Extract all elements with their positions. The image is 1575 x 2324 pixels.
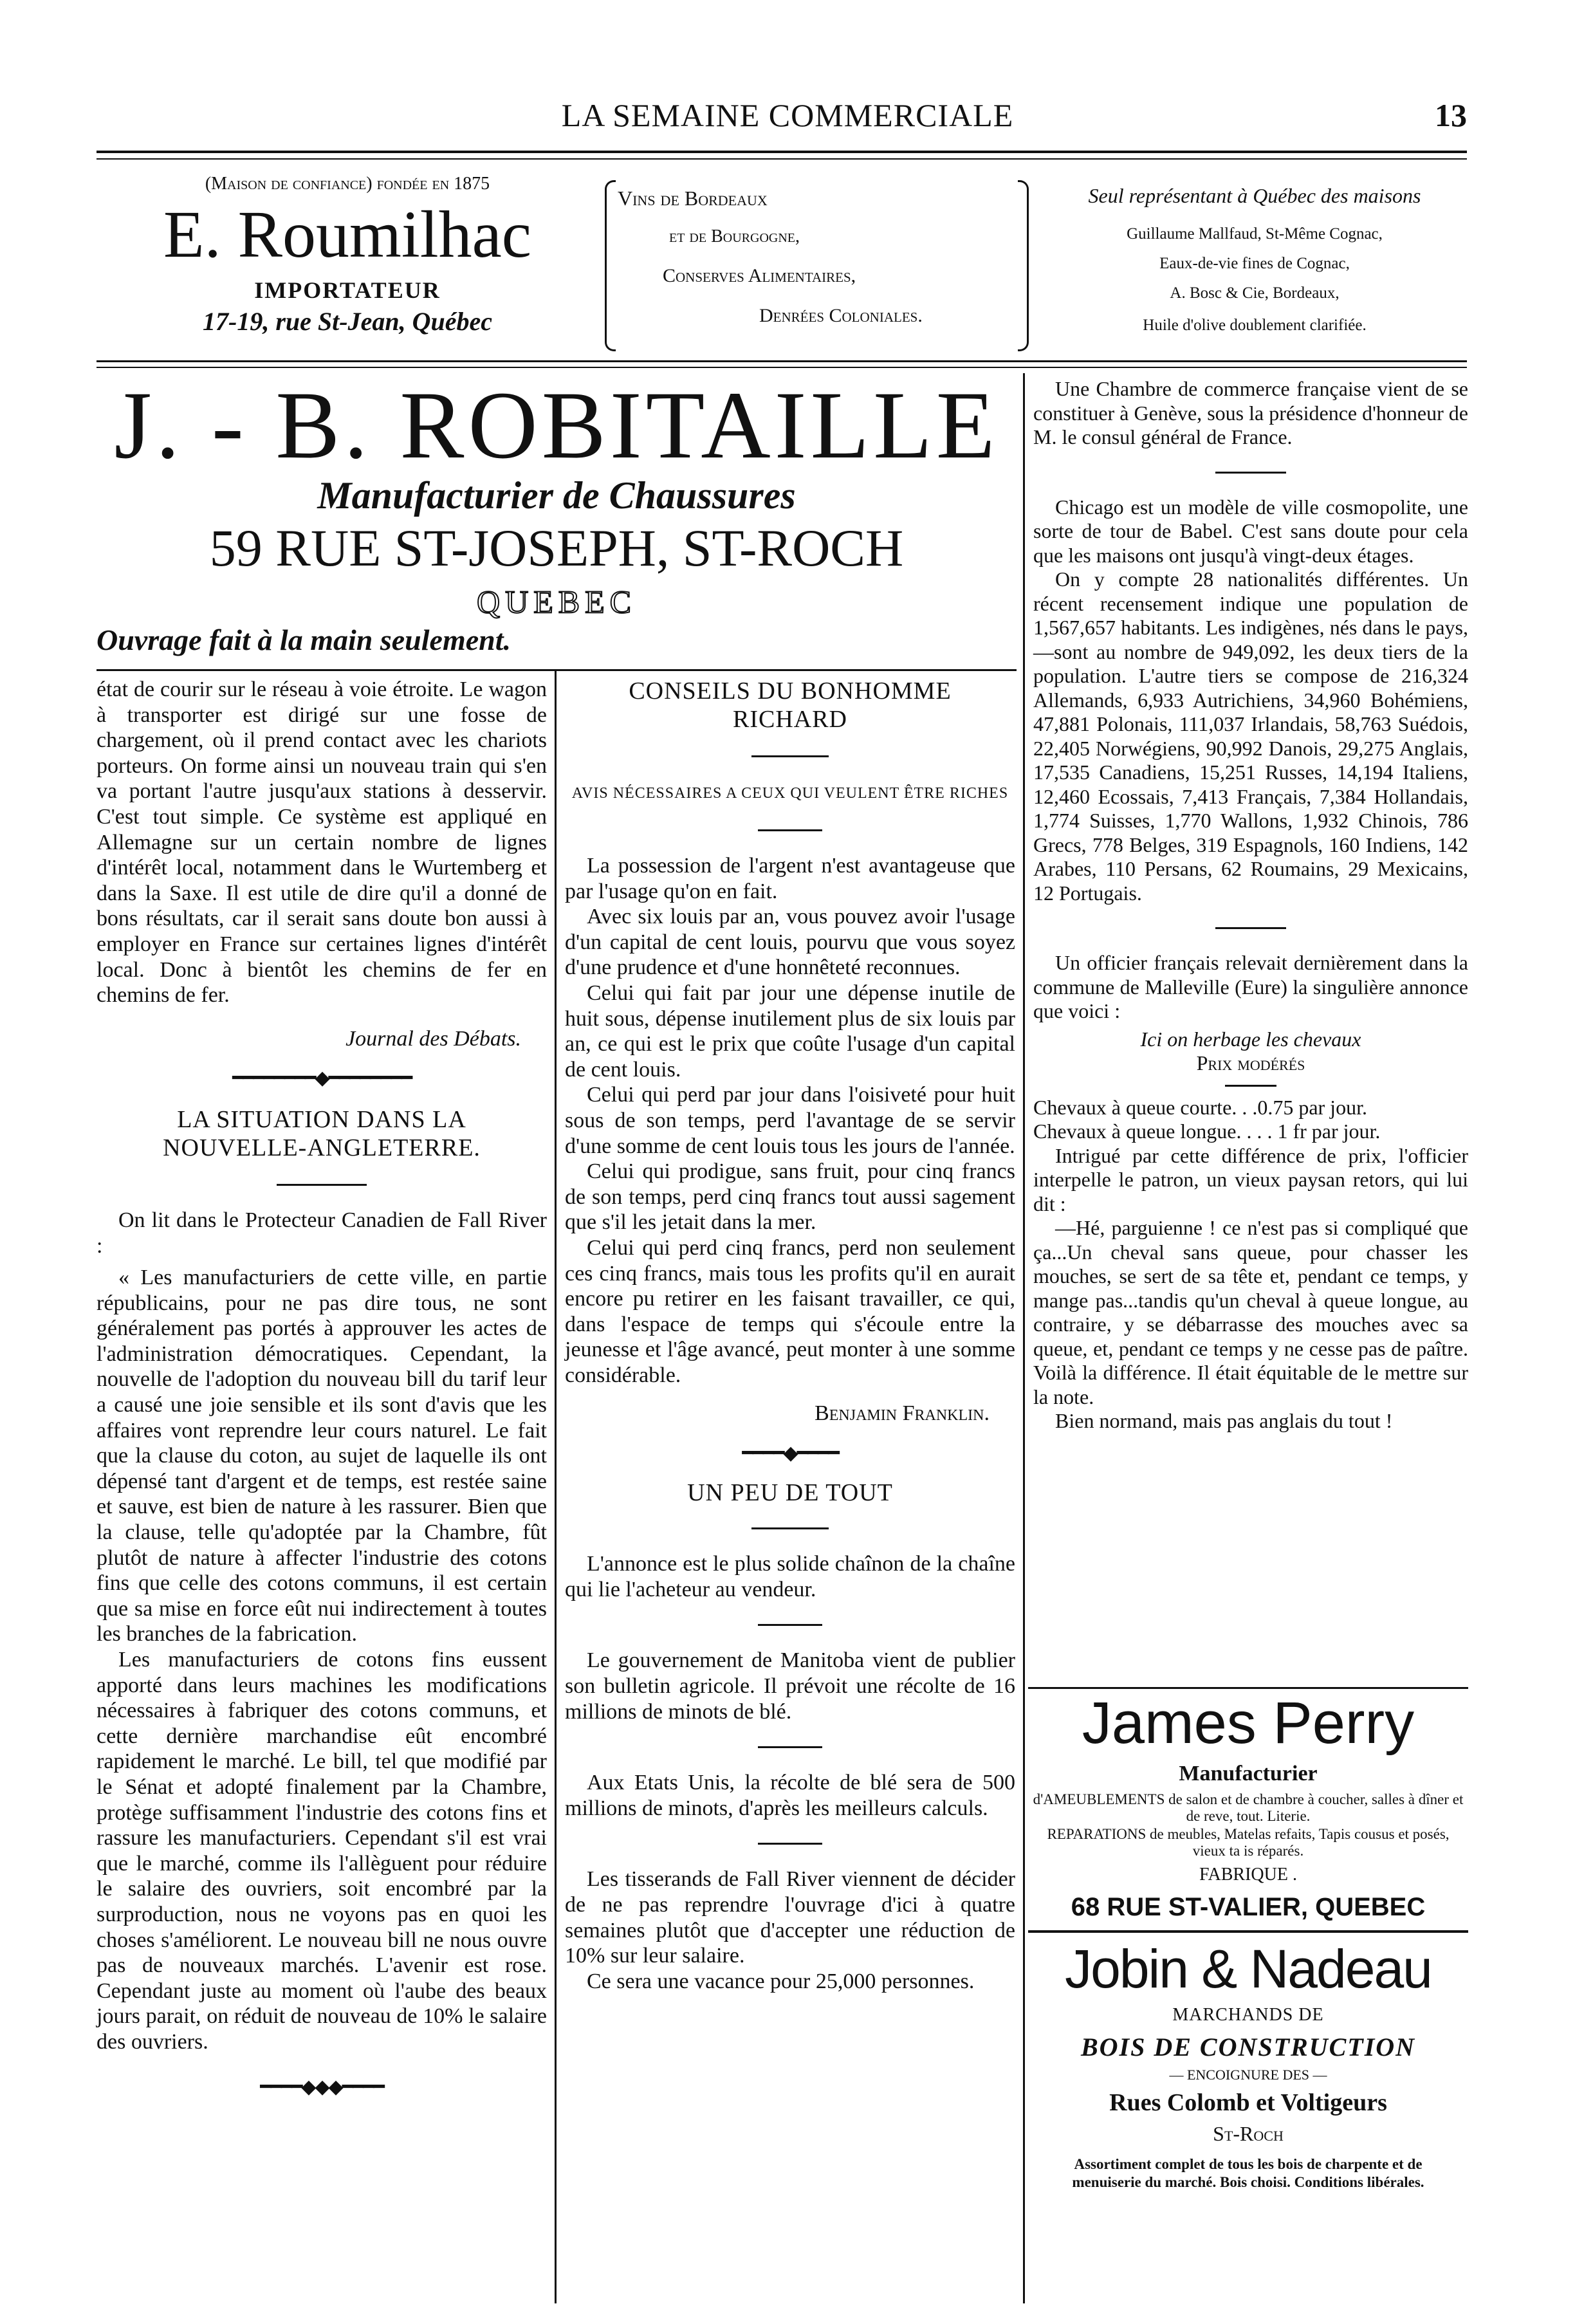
col3-paragraph-7: Bien normand, mais pas anglais du tout !: [1055, 1409, 1393, 1432]
ad-robitaille-name: J. - B. ROBITAILLE: [114, 372, 999, 479]
col2-paragraph-5: Celui qui prodigue, sans fruit, pour cinq francs de son temps, perd cinq francs tout aussi sagement que s'il les jetait dans la mer.: [565, 1159, 1015, 1235]
ad-roumilhac-goods-4: Denrées Coloniales.: [759, 305, 923, 326]
ad-roumilhac-brace-right: [1018, 180, 1029, 351]
ad-perry-role: Manufacturier: [1179, 1762, 1318, 1785]
ad-roumilhac-brace-left: [605, 180, 616, 351]
ad-roumilhac-name: E. Roumilhac: [163, 198, 531, 272]
col3-sign-2: Prix modérés: [1196, 1051, 1305, 1074]
running-title: LA SEMAINE COMMERCIALE: [561, 97, 1014, 133]
ad-perry-name: James Perry: [1082, 1690, 1415, 1756]
ad-roumilhac-goods-3: Conserves Alimentaires,: [663, 265, 856, 286]
ad-robitaille-note: Ouvrage fait à la main seulement.: [97, 623, 511, 656]
col1-heading: LA SITUATION DANS LA NOUVELLE-ANGLETERRE.: [163, 1105, 481, 1161]
ad-roumilhac-bottom-rule: [97, 360, 1467, 362]
col2-item-1: L'annonce est le plus solide chaînon de la chaîne qui lie l'acheteur au vendeur.: [565, 1552, 1015, 1601]
ad-jobin-name: Jobin & Nadeau: [1065, 1939, 1432, 1999]
ad-roumilhac-rep-2: Eaux-de-vie fines de Cognac,: [1159, 255, 1350, 272]
ad-perry-address: 68 RUE ST-VALIER, QUEBEC: [1071, 1893, 1426, 1921]
ad-perry-desc-1: d'AMEUBLEMENTS de salon et de chambre à coucher, salles à dîner et de reve, tout. Literie.: [1033, 1791, 1464, 1824]
col3-rule-1: [1215, 472, 1286, 474]
col2-heading-2: UN PEU DE TOUT: [687, 1479, 893, 1506]
ad-roumilhac-address: 17-19, rue St-Jean, Québec: [203, 307, 492, 336]
col3-paragraph-4: Un officier français relevait dernièrement dans la commune de Malleville (Eure) la singulière annonce que voici :: [1033, 951, 1468, 1022]
ad-jobin-city: St-Roch: [1213, 2122, 1284, 2145]
col2-item-rule-1: [758, 1624, 822, 1626]
col3-paragraph-2: Chicago est un modèle de ville cosmopolite, une sorte de tour de Babel. C'est sans doute pour cela que les maisons ont jusqu'à vingt-deux étages.: [1033, 495, 1468, 567]
ad-jobin-goods: BOIS DE CONSTRUCTION: [1080, 2033, 1416, 2061]
ad-roumilhac-rep-3: A. Bosc & Cie, Bordeaux,: [1170, 284, 1340, 302]
column-1: [97, 677, 547, 2114]
ad-jobin-streets: Rues Colomb et Voltigeurs: [1109, 2089, 1387, 2116]
col3-paragraph-5: Intrigué par cette différence de prix, l'officier interpelle le patron, un vieux paysan retors, qui lui dit :: [1033, 1143, 1468, 1215]
ad-roumilhac-rep-1: Guillaume Mallfaud, St-Même Cognac,: [1127, 225, 1383, 243]
col1-paragraph-1: état de courir sur le réseau à voie étroite. Le wagon à transporter est dirigé sur une fosse de chargement, où il prend contact avec les chariots porteurs. On forme ainsi un nouveau train qui s'en va portant l'autre jusqu'aux stations à desservir. C'est tout simple. Ce système est appliqué en Allemagne sur un certain nombre de lignes d'intérêt local, notamment dans le Wurtemberg et dans la Saxe. Il est utile de dire qu'il a donné de bons résultats, car il serait sans doute bon aussi à employer en France sur certaines lignes d'intérêt local. Donc à bientôt les chemins de fer en chemins de fer.: [97, 678, 547, 1008]
col2-item-5: Ce sera une vacance pour 25,000 personnes.: [587, 1969, 975, 1993]
col2-paragraph-3: Celui qui fait par jour une dépense inutile de huit sous, dépense inutilement plus de six louis par an, ce qui est le prix que coûte l'usage d'un capital de cent louis.: [565, 981, 1015, 1082]
col2-item-4: Les tisserands de Fall River viennent de décider de ne pas reprendre l'ouvrage d'ici à quatre semaines plutôt que d'accepter une réduction de 10% sur leur salaire.: [565, 1867, 1015, 1968]
ad-jobin-corner: — ENCOIGNURE DES —: [1169, 2067, 1327, 2083]
ad-robitaille-address: 59 RUE ST-JOSEPH, ST-ROCH: [209, 519, 904, 577]
col3-rule-3: [1225, 1085, 1276, 1087]
ad-roumilhac: [97, 174, 1049, 360]
ornamental-rule-end: ━━━━◆◆◆━━━━: [260, 2076, 383, 2098]
ad-roumilhac-rep-4: Huile d'olive doublement clarifiée.: [1143, 317, 1367, 334]
col3-paragraph-3: On y compte 28 nationalités différentes. Un récent recensement indique une population de 1,567,657 habitants. Les indigènes, nés dans le pays,—sont au nombre de 949,092, les deux tiers de la population. L'autre tiers se compose de 216,324 Allemands, 6,933 Autrichiens, 34,960 Bohémiens, 47,881 Polonais, 111,037 Irlandais, 58,763 Suédois, 22,405 Norwégiens, 90,992 Danois, 29,275 Anglais, 17,535 Canadiens, 15,251 Russes, 14,194 Italiens, 12,460 Ecossais, 7,413 Français, 7,384 Hollandais, 1,774 Suisses, 1,770 Wallons, 1,932 Chinois, 786 Grecs, 778 Belges, 319 Espagnols, 160 Indiens, 142 Arabes, 110 Persans, 62 Roumains, 29 Mexicains, 12 Portugais.: [1033, 567, 1468, 905]
ad-roumilhac-goods-1: Vins de Bordeaux: [618, 187, 768, 210]
col2-heading-rule: [751, 755, 829, 757]
ad-jobin-note: Assortiment complet de tous les bois de charpente et de menuiserie du marché. Bois choisi. Conditions libérales.: [1072, 2156, 1424, 2190]
header-rule-thin: [97, 158, 1467, 160]
column-2: [565, 677, 1015, 1994]
ad-perry-top-rule: [1028, 1687, 1468, 1689]
ad-roumilhac-goods-2: et de Bourgogne,: [669, 226, 800, 246]
col1-source: Journal des Débats.: [345, 1026, 521, 1051]
col1-paragraph-2: On lit dans le Protecteur Canadien de Fall River :: [97, 1208, 547, 1258]
column-rule-2: [1023, 373, 1025, 2303]
header-rule: [97, 151, 1467, 153]
col3-rule-2: [1215, 927, 1286, 929]
ad-perry-bottom-rule: [1028, 1930, 1468, 1933]
col2-subheading-rule: [758, 829, 822, 831]
col2-paragraph-6: Celui qui perd cinq francs, perd non seulement ces cinq francs, mais tous les profits qu'il en aurait encore pu retirer en les faisant travailler, ce qui, dans l'espace de temps qui s'écoule entre la jeunesse et l'âge avancé, peut monter à une somme considérable.: [565, 1235, 1015, 1387]
column-rule-1: [555, 669, 557, 2303]
col3-paragraph-1: Une Chambre de commerce française vient de se constituer à Genève, sous la présidence d'honneur de M. le consul général de France.: [1033, 377, 1468, 448]
col2-item-2: Le gouvernement de Manitoba vient de publier son bulletin agricole. Il prévoit une récolte de 16 millions de minots de blé.: [565, 1648, 1015, 1724]
col2-heading: CONSEILS DU BONHOMME RICHARD: [629, 678, 952, 733]
col2-heading2-rule: [751, 1527, 829, 1529]
col3-price-1: Chevaux à queue courte. . .0.75 par jour.: [1033, 1095, 1367, 1119]
col3-paragraph-6: —Hé, parguienne ! ce n'est pas si compliqué que ça...Un cheval sans queue, pour chasser les mouches, se sert de sa tête et, pendant ce temps, y mange pas...tandis qu'un cheval à queue longue, au contraire, y se débarrasse des mouches avec sa queue, et, pendant ce temps y ne cesse pas de paître. Voilà la différence. Il était équitable de le mettre sur la note.: [1033, 1216, 1468, 1408]
ad-perry-factory: FABRIQUE .: [1199, 1865, 1297, 1885]
col2-paragraph-4: Celui qui perd par jour dans l'oisiveté pour huit sous de son temps, perd l'avantage de se servir d'une somme de cent louis tous les jours de l'année.: [565, 1083, 1015, 1158]
col2-ornament: ━━━━◆━━━━: [742, 1443, 838, 1464]
page-number: 13: [1435, 97, 1467, 133]
ad-roumilhac-founded: (Maison de confiance) fondée en 1875: [205, 174, 490, 194]
ad-robitaille-trade: Manufacturier de Chaussures: [317, 474, 796, 517]
ad-roumilhac-rep-title: Seul représentant à Québec des maisons: [1088, 184, 1421, 207]
col2-paragraph-2: Avec six louis par an, vous pouvez avoir l'usage d'un capital de cent louis, pourvu que vous soyez d'une prudence et d'une honnêteté reconnues.: [565, 905, 1015, 980]
ad-robitaille-bottom-rule: [97, 669, 1017, 671]
col2-subheading: AVIS NÉCESSAIRES A CEUX QUI VEULENT ÊTRE RICHES: [571, 785, 1009, 802]
ad-roumilhac-role: IMPORTATEUR: [254, 277, 441, 303]
ad-jobin-role: MARCHANDS DE: [1172, 2005, 1324, 2025]
ad-robitaille-city: QUEBEC: [477, 584, 636, 620]
col2-paragraph-1: La possession de l'argent n'est avantageuse que par l'usage qu'on en fait.: [565, 854, 1015, 903]
col2-item-rule-2: [758, 1746, 822, 1748]
col1-heading-rule: [277, 1184, 367, 1186]
col3-price-2: Chevaux à queue longue. . . . 1 fr par jour.: [1033, 1120, 1381, 1143]
col1-paragraph-3: « Les manufacturiers de cette ville, en partie républicains, pour ne pas dire tous, ne sont généralement pas portés à approuver les actes de l'administration démocratiques. Cependant, la nouvelle de l'adoption du nouveau bill du tarif leur a causé une joie sensible et ils sont d'avis que les affaires vont reprendre leur cours naturel. Le fait que la clause du coton, au sujet de laquelle ils ont dépensé tant d'argent et de temps, est restée saine et sauve, est bien de nature à les rassurer. Bien que la clause, telle qu'adoptée par la Chambre, fût plutôt de nature à affecter l'industrie des cotons fins que celle des cotons communs, il est certain que sa mise en force eût nui indirectement à toutes les branches de la fabrication.: [97, 1266, 547, 1646]
col1-paragraph-4: Les manufacturiers de cotons fins eussent apporté dans leurs machines les modifications nécessaires à fabriquer des cotons communs, et cette dernière marchandise eût encombré rapidement le marché. Le bill, tel que modifié par le Sénat et adopté finalement par la Chambre, protège suffisamment l'industrie des cotons fins et rassure les manufacturiers. Cependant s'il est vrai que le marché, comme ils l'allèguent pour réduire le salaire des ouvriers, soit encombré par la surproduction, nous ne voyons pas en quoi les choses s'améliorent. Le nouveau bill ne nous ouvre pas de nouveaux marchés. L'avenir est rose. Cependant juste au moment où l'aube des beaux jours parait, on réduit de nouveau de 10% le salaire des ouvriers.: [97, 1648, 547, 2054]
ad-roumilhac-bottom-rule-2: [97, 367, 1467, 368]
column-3: [1033, 377, 1468, 1434]
col3-sign-1: Ici on herbage les chevaux: [1140, 1027, 1361, 1051]
col2-item-3: Aux Etats Unis, la récolte de blé sera de 500 millions de minots, d'après les meilleurs calculs.: [565, 1771, 1015, 1820]
ornamental-rule: ━━━━━━━━◆━━━━━━━━: [232, 1067, 412, 1089]
col2-author: Benjamin Franklin.: [815, 1401, 990, 1426]
col2-item-rule-3: [758, 1843, 822, 1845]
ad-perry-desc-2: REPARATIONS de meubles, Matelas refaits, Tapis cousus et posés, vieux ta is réparés.: [1047, 1826, 1450, 1859]
